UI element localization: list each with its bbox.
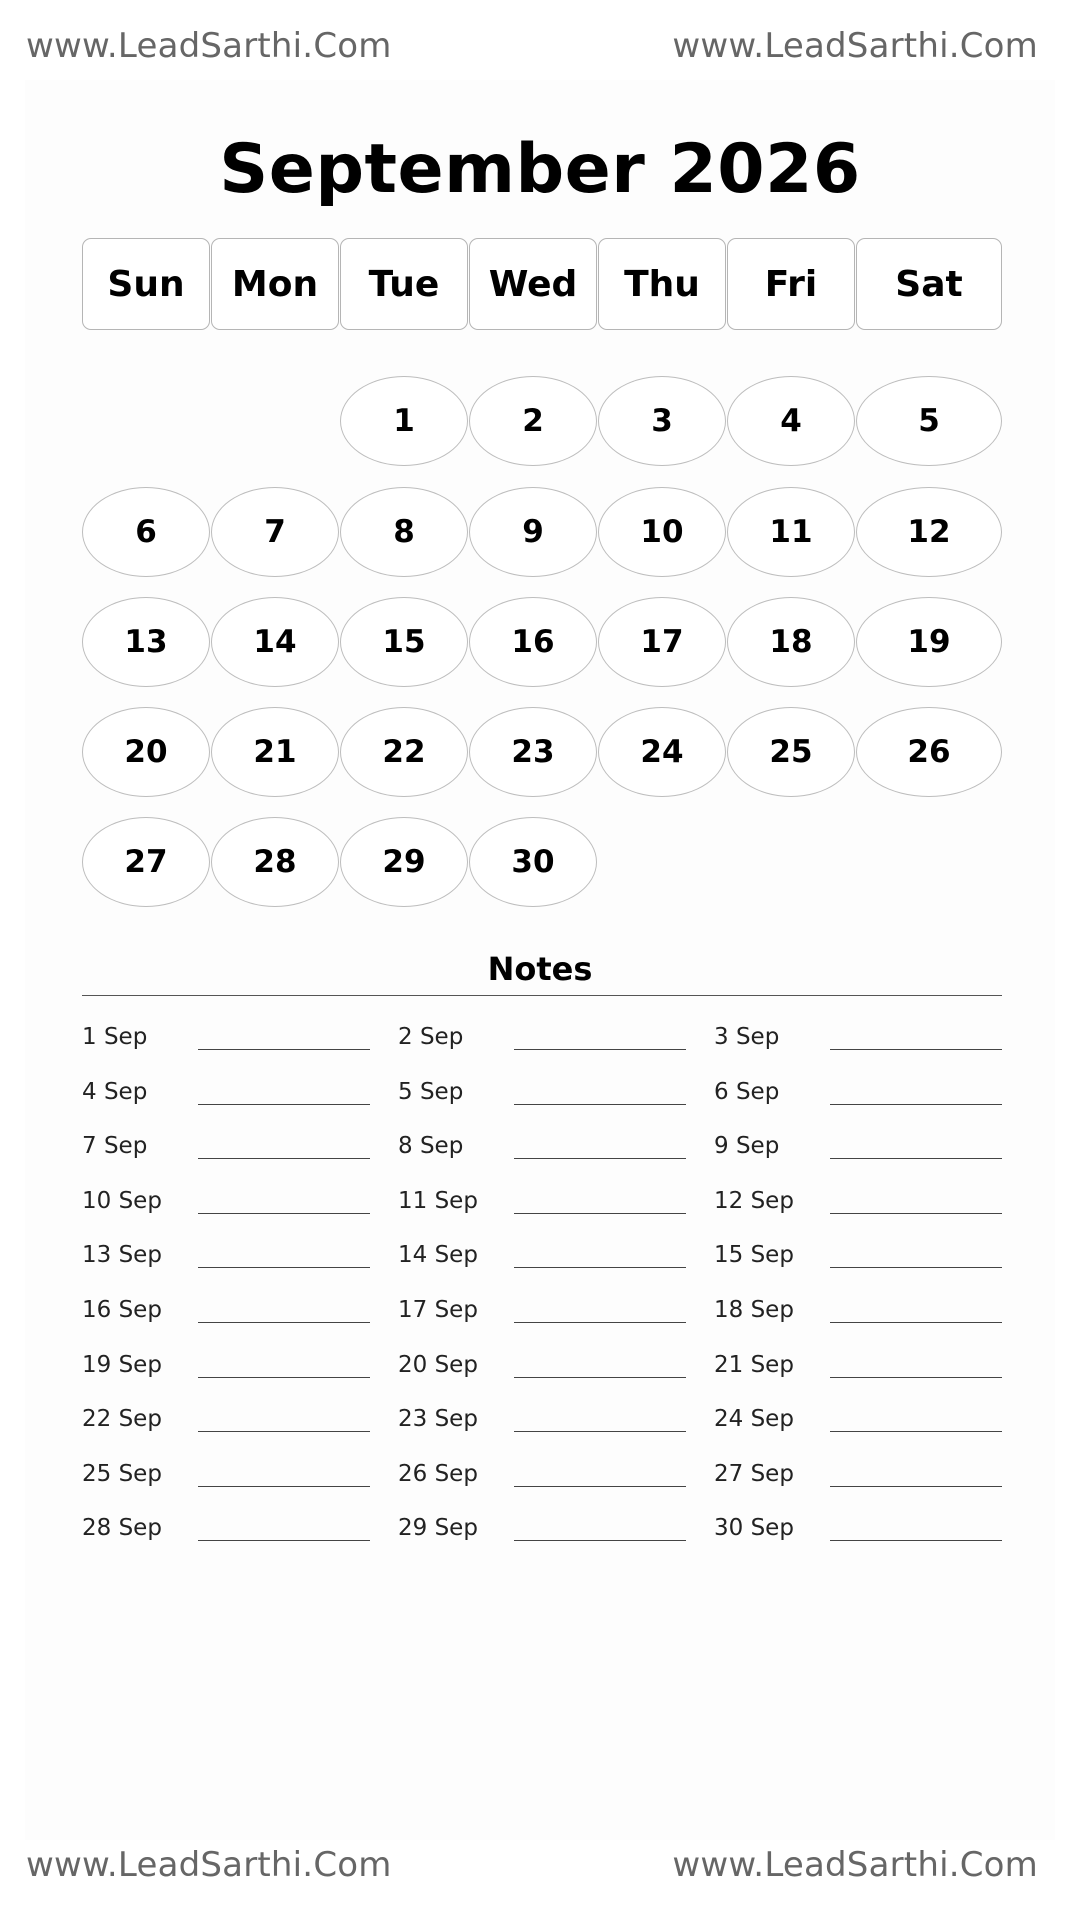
note-write-line[interactable] — [514, 1540, 686, 1541]
note-date-label: 30 Sep — [714, 1515, 794, 1542]
note-date-label: 3 Sep — [714, 1024, 780, 1050]
note-write-line[interactable] — [830, 1158, 1002, 1159]
day-cell[interactable]: 21 — [211, 707, 339, 797]
note-date-label: 22 Sep — [82, 1406, 162, 1433]
note-date-label: 5 Sep — [398, 1078, 464, 1105]
note-date-label: 2 Sep — [398, 1024, 464, 1050]
day-cell[interactable]: 19 — [856, 597, 1002, 687]
day-cell[interactable]: 12 — [856, 487, 1002, 577]
weekday-fri: Fri — [727, 238, 855, 330]
day-cell[interactable]: 23 — [469, 707, 597, 797]
note-date-label: 21 Sep — [714, 1351, 794, 1378]
day-cell[interactable]: 27 — [82, 817, 210, 907]
note-write-line[interactable] — [514, 1049, 686, 1050]
day-cell[interactable]: 6 — [82, 487, 210, 577]
day-cell[interactable]: 29 — [340, 817, 468, 907]
note-write-line[interactable] — [198, 1322, 370, 1323]
day-cell[interactable]: 5 — [856, 376, 1002, 466]
note-write-line[interactable] — [830, 1104, 1002, 1105]
note-write-line[interactable] — [198, 1104, 370, 1105]
day-cell[interactable]: 10 — [598, 487, 726, 577]
note-date-label: 23 Sep — [398, 1406, 478, 1433]
calendar-title: September 2026 — [219, 130, 861, 209]
notes-heading: Notes — [487, 950, 593, 988]
day-cell[interactable]: 22 — [340, 707, 468, 797]
day-cell[interactable]: 28 — [211, 817, 339, 907]
day-cell[interactable]: 15 — [340, 597, 468, 687]
note-date-label: 14 Sep — [398, 1242, 478, 1269]
day-cell[interactable]: 25 — [727, 707, 855, 797]
weekday-mon: Mon — [211, 238, 339, 330]
weekday-sun: Sun — [82, 238, 210, 330]
note-date-label: 27 Sep — [714, 1460, 794, 1487]
note-write-line[interactable] — [514, 1104, 686, 1105]
watermark-bottom-left: www.LeadSarthi.Com — [26, 1845, 392, 1885]
note-write-line[interactable] — [198, 1213, 370, 1214]
note-write-line[interactable] — [830, 1322, 1002, 1323]
day-cell[interactable]: 26 — [856, 707, 1002, 797]
note-write-line[interactable] — [514, 1322, 686, 1323]
note-date-label: 20 Sep — [398, 1351, 478, 1378]
weekday-tue: Tue — [340, 238, 468, 330]
note-date-label: 4 Sep — [82, 1078, 148, 1105]
note-write-line[interactable] — [830, 1431, 1002, 1432]
day-cell[interactable]: 13 — [82, 597, 210, 687]
day-cell[interactable]: 20 — [82, 707, 210, 797]
day-cell[interactable]: 16 — [469, 597, 597, 687]
notes-divider — [82, 995, 1002, 996]
watermark-top-left: www.LeadSarthi.Com — [26, 26, 392, 66]
note-date-label: 24 Sep — [714, 1406, 794, 1433]
note-date-label: 29 Sep — [398, 1515, 478, 1542]
note-write-line[interactable] — [198, 1267, 370, 1268]
note-date-label: 12 Sep — [714, 1187, 794, 1214]
weekday-wed: Wed — [469, 238, 597, 330]
note-date-label: 26 Sep — [398, 1460, 478, 1487]
day-cell[interactable]: 17 — [598, 597, 726, 687]
note-date-label: 7 Sep — [82, 1133, 148, 1160]
note-date-label: 19 Sep — [82, 1351, 162, 1378]
note-date-label: 16 Sep — [82, 1297, 162, 1323]
note-date-label: 1 Sep — [82, 1024, 148, 1050]
note-write-line[interactable] — [514, 1267, 686, 1268]
day-cell[interactable]: 14 — [211, 597, 339, 687]
note-date-label: 13 Sep — [82, 1242, 162, 1269]
note-write-line[interactable] — [830, 1540, 1002, 1541]
day-cell[interactable]: 24 — [598, 707, 726, 797]
weekday-sat: Sat — [856, 238, 1002, 330]
note-write-line[interactable] — [514, 1213, 686, 1214]
watermark-bottom-right: www.LeadSarthi.Com — [672, 1845, 1038, 1885]
day-cell[interactable]: 8 — [340, 487, 468, 577]
note-write-line[interactable] — [198, 1540, 370, 1541]
note-date-label: 8 Sep — [398, 1133, 464, 1160]
note-write-line[interactable] — [830, 1377, 1002, 1378]
note-write-line[interactable] — [198, 1486, 370, 1487]
day-cell[interactable]: 18 — [727, 597, 855, 687]
weekday-thu: Thu — [598, 238, 726, 330]
day-cell[interactable]: 2 — [469, 376, 597, 466]
note-write-line[interactable] — [514, 1486, 686, 1487]
note-date-label: 25 Sep — [82, 1460, 162, 1487]
note-write-line[interactable] — [198, 1158, 370, 1159]
note-write-line[interactable] — [830, 1486, 1002, 1487]
day-cell[interactable]: 1 — [340, 376, 468, 466]
watermark-top-right: www.LeadSarthi.Com — [672, 26, 1038, 66]
note-date-label: 18 Sep — [714, 1297, 794, 1323]
note-date-label: 6 Sep — [714, 1078, 780, 1105]
day-cell[interactable]: 3 — [598, 376, 726, 466]
day-cell[interactable]: 11 — [727, 487, 855, 577]
day-cell[interactable]: 4 — [727, 376, 855, 466]
note-write-line[interactable] — [514, 1158, 686, 1159]
day-cell[interactable]: 30 — [469, 817, 597, 907]
note-write-line[interactable] — [830, 1213, 1002, 1214]
note-write-line[interactable] — [830, 1049, 1002, 1050]
weekday-header-row — [82, 238, 1002, 330]
note-write-line[interactable] — [830, 1267, 1002, 1268]
note-date-label: 9 Sep — [714, 1133, 780, 1160]
note-write-line[interactable] — [514, 1377, 686, 1378]
note-write-line[interactable] — [514, 1431, 686, 1432]
note-date-label: 28 Sep — [82, 1515, 162, 1542]
day-cell[interactable]: 9 — [469, 487, 597, 577]
note-write-line[interactable] — [198, 1377, 370, 1378]
note-date-label: 10 Sep — [82, 1187, 162, 1214]
note-date-label: 17 Sep — [398, 1297, 478, 1323]
note-write-line[interactable] — [198, 1431, 370, 1432]
day-cell[interactable]: 7 — [211, 487, 339, 577]
note-date-label: 15 Sep — [714, 1242, 794, 1269]
note-date-label: 11 Sep — [398, 1187, 478, 1214]
note-write-line[interactable] — [198, 1049, 370, 1050]
